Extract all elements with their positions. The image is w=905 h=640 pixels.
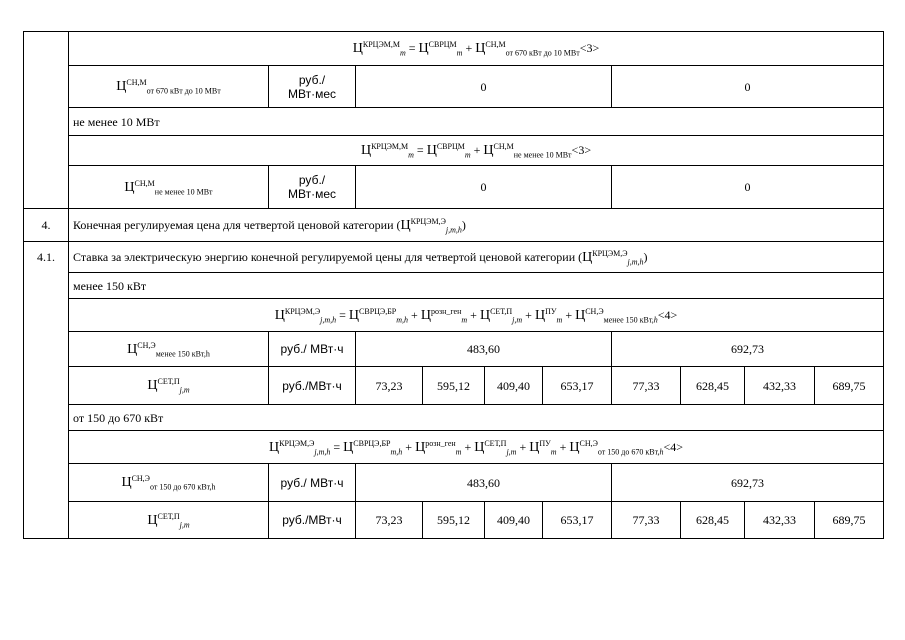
number-cell xyxy=(24,32,69,209)
value-cell: 73,23 xyxy=(356,502,423,539)
param-label: $Ц^{СЕТ,П}_{j,m}$ xyxy=(69,367,269,405)
section-title: Конечная регулируемая цена для четвертой ценовой категории $(Ц^{КРЦЭМ,Э}_{j,m,h})$ xyxy=(69,209,884,242)
formula-row xyxy=(24,32,884,66)
value-cell: 689,75 xyxy=(815,502,884,539)
value-cell: 483,60 xyxy=(356,464,612,502)
unit-cell: руб./ МВт·мес xyxy=(269,166,356,209)
formula-cell xyxy=(69,136,884,166)
section-number: 4.1. xyxy=(24,242,69,539)
value-cell: 0 xyxy=(356,166,612,209)
value-cell: 432,33 xyxy=(745,367,815,405)
param-row xyxy=(24,332,884,367)
subheading-row xyxy=(24,405,884,431)
param-row xyxy=(24,166,884,209)
formula-row xyxy=(24,299,884,332)
unit-cell: руб./ МВт·ч xyxy=(269,464,356,502)
value-cell: 77,33 xyxy=(612,502,681,539)
value-cell: 483,60 xyxy=(356,332,612,367)
subheading: менее 150 кВт xyxy=(69,273,884,299)
formula-cell xyxy=(69,32,884,66)
subheading-row xyxy=(24,273,884,299)
param-label: $Ц^{СЕТ,П}_{j,m}$ xyxy=(69,502,269,539)
value-cell: 432,33 xyxy=(745,502,815,539)
value-cell: 409,40 xyxy=(485,367,543,405)
subheading: от 150 до 670 кВт xyxy=(69,405,884,431)
value-cell: 73,23 xyxy=(356,367,423,405)
value-cell: 0 xyxy=(356,66,612,108)
formula: $Ц^{КРЦЭМ,Э}_{j,m,h} = Ц^{СВРЦЭ,БР}_{m,h} + Ц^{розн\_ген}_m + Ц^{СЕТ,П}_{j,m} + Ц^{ПУ}_m + Ц^{СН,Э}_{менее 150 кВт,h}<4>$ xyxy=(274,306,678,324)
param-row xyxy=(24,502,884,539)
value-cell: 595,12 xyxy=(423,502,485,539)
formula-cell xyxy=(69,299,884,332)
param-label: $Ц^{СН,Э}_{от 150 до 670 кВт,h}$ xyxy=(69,464,269,502)
formula-cell xyxy=(69,431,884,464)
section-title: Ставка за электрическую энергию конечной регулируемой цены для четвертой ценовой категории $(Ц^{КРЦЭМ,Э}_{j,m,h})$ xyxy=(69,242,884,273)
param-label: $Ц^{СН,Э}_{менее 150 кВт,h}$ xyxy=(69,332,269,367)
unit-cell: руб./ МВт·мес xyxy=(269,66,356,108)
formula-row xyxy=(24,136,884,166)
unit-cell: руб./МВт·ч xyxy=(269,367,356,405)
value-cell: 628,45 xyxy=(681,502,745,539)
value-cell: 0 xyxy=(612,66,884,108)
value-cell: 653,17 xyxy=(543,367,612,405)
section-row xyxy=(24,209,884,242)
section-number: 4. xyxy=(24,209,69,242)
value-cell: 77,33 xyxy=(612,367,681,405)
value-cell: 692,73 xyxy=(612,332,884,367)
value-cell: 692,73 xyxy=(612,464,884,502)
param-row xyxy=(24,367,884,405)
value-cell: 409,40 xyxy=(485,502,543,539)
value-cell: 0 xyxy=(612,166,884,209)
param-label: $Ц^{СН,М}_{не менее 10 МВт}$ xyxy=(69,166,269,209)
value-cell: 653,17 xyxy=(543,502,612,539)
value-cell: 689,75 xyxy=(815,367,884,405)
subheading-row xyxy=(24,108,884,136)
param-row xyxy=(24,66,884,108)
formula: $Ц^{КРЦЭМ,Э}_{j,m,h} = Ц^{СВРЦЭ,БР}_{m,h} + Ц^{розн\_ген}_m + Ц^{СЕТ,П}_{j,m} + Ц^{ПУ}_m + Ц^{СН,Э}_{от 150 до 670 кВт,h}<4>$ xyxy=(269,438,684,456)
value-cell: 628,45 xyxy=(681,367,745,405)
param-row xyxy=(24,464,884,502)
unit-cell: руб./МВт·ч xyxy=(269,502,356,539)
formula: $Ц^{КРЦЭМ,М}_m = Ц^{СВРЦМ}_m + Ц^{СН,М}_{от 670 кВт до 10 МВт}<3>$ xyxy=(352,40,600,58)
subheading: не менее 10 МВт xyxy=(69,108,884,136)
formula-row xyxy=(24,431,884,464)
section-row xyxy=(24,242,884,273)
tariff-table xyxy=(23,31,884,539)
unit-cell: руб./ МВт·ч xyxy=(269,332,356,367)
param-label: $Ц^{СН,М}_{от 670 кВт до 10 МВт}$ xyxy=(69,66,269,108)
formula: $Ц^{КРЦЭМ,М}_m = Ц^{СВРЦМ}_m + Ц^{СН,М}_{не менее 10 МВт}<3>$ xyxy=(360,142,592,160)
value-cell: 595,12 xyxy=(423,367,485,405)
